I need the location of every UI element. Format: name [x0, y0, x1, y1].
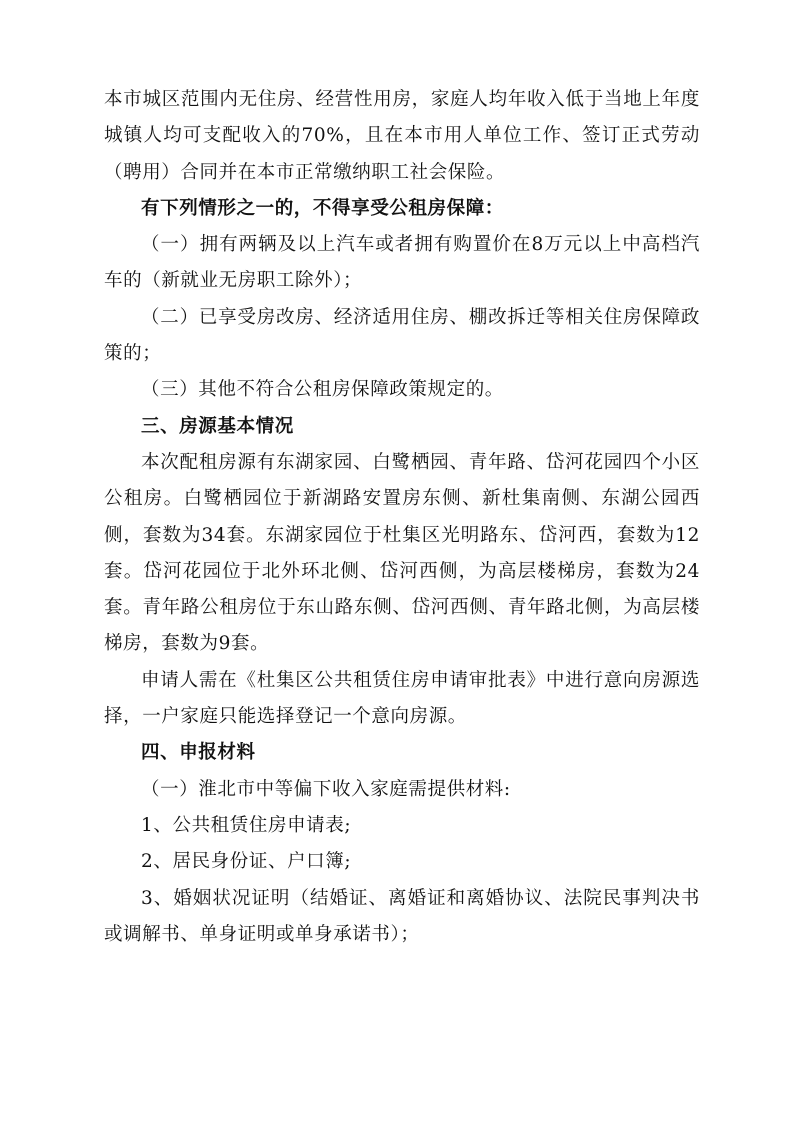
heading-section-4-materials: 四、申报材料: [141, 742, 256, 764]
paragraph-exclusion-2: （二）已享受房改房、经济适用住房、棚改拆迁等相关住房保障政策的；: [104, 306, 700, 365]
document-page: [104, 82, 700, 953]
list-item-material-1: 1、公共租赁住房申请表;: [141, 814, 352, 836]
paragraph-housing-selection: 申请人需在《杜集区公共租赁住房申请审批表》中进行意向房源选择，一户家庭只能选择登记一个意向房源。: [104, 669, 700, 728]
list-item-material-2: 2、居民身份证、户口簿;: [141, 851, 352, 873]
paragraph-housing-sources: 本次配租房源有东湖家园、白鹭栖园、青年路、岱河花园四个小区公租房。白鹭栖园位于新湖路安置房东侧、新杜集南侧、东湖公园西侧，套数为34套。东湖家园位于杜集区光明路东、岱河西，套数为12套。岱河花园位于北外环北侧、岱河西侧，为高层楼梯房，套数为24套。青年路公租房位于东山路东侧、岱河西侧、青年路北侧，为高层楼梯房，套数为9套。: [104, 451, 700, 655]
paragraph-exclusion-3: （三）其他不符合公租房保障政策规定的。: [141, 379, 504, 401]
heading-section-3-housing: 三、房源基本情况: [141, 415, 294, 437]
paragraph-exclusion-1: （一）拥有两辆及以上汽车或者拥有购置价在8万元以上中高档汽车的（新就业无房职工除外）；: [104, 234, 700, 292]
paragraph-eligibility-conditions: 本市城区范围内无住房、经营性用房，家庭人均年收入低于当地上年度城镇人均可支配收入的70%，且在本市用人单位工作、签订正式劳动（聘用）合同并在本市正常缴纳职工社会保险。: [104, 89, 700, 183]
heading-exclusion-conditions: 有下列情形之一的，不得享受公租房保障：: [141, 197, 504, 219]
list-item-material-3: 3、婚姻状况证明（结婚证、离婚证和离婚协议、法院民事判决书或调解书、单身证明或单身承诺书）；: [104, 887, 700, 945]
paragraph-materials-intro: （一）淮北市中等偏下收入家庭需提供材料:: [141, 778, 511, 800]
